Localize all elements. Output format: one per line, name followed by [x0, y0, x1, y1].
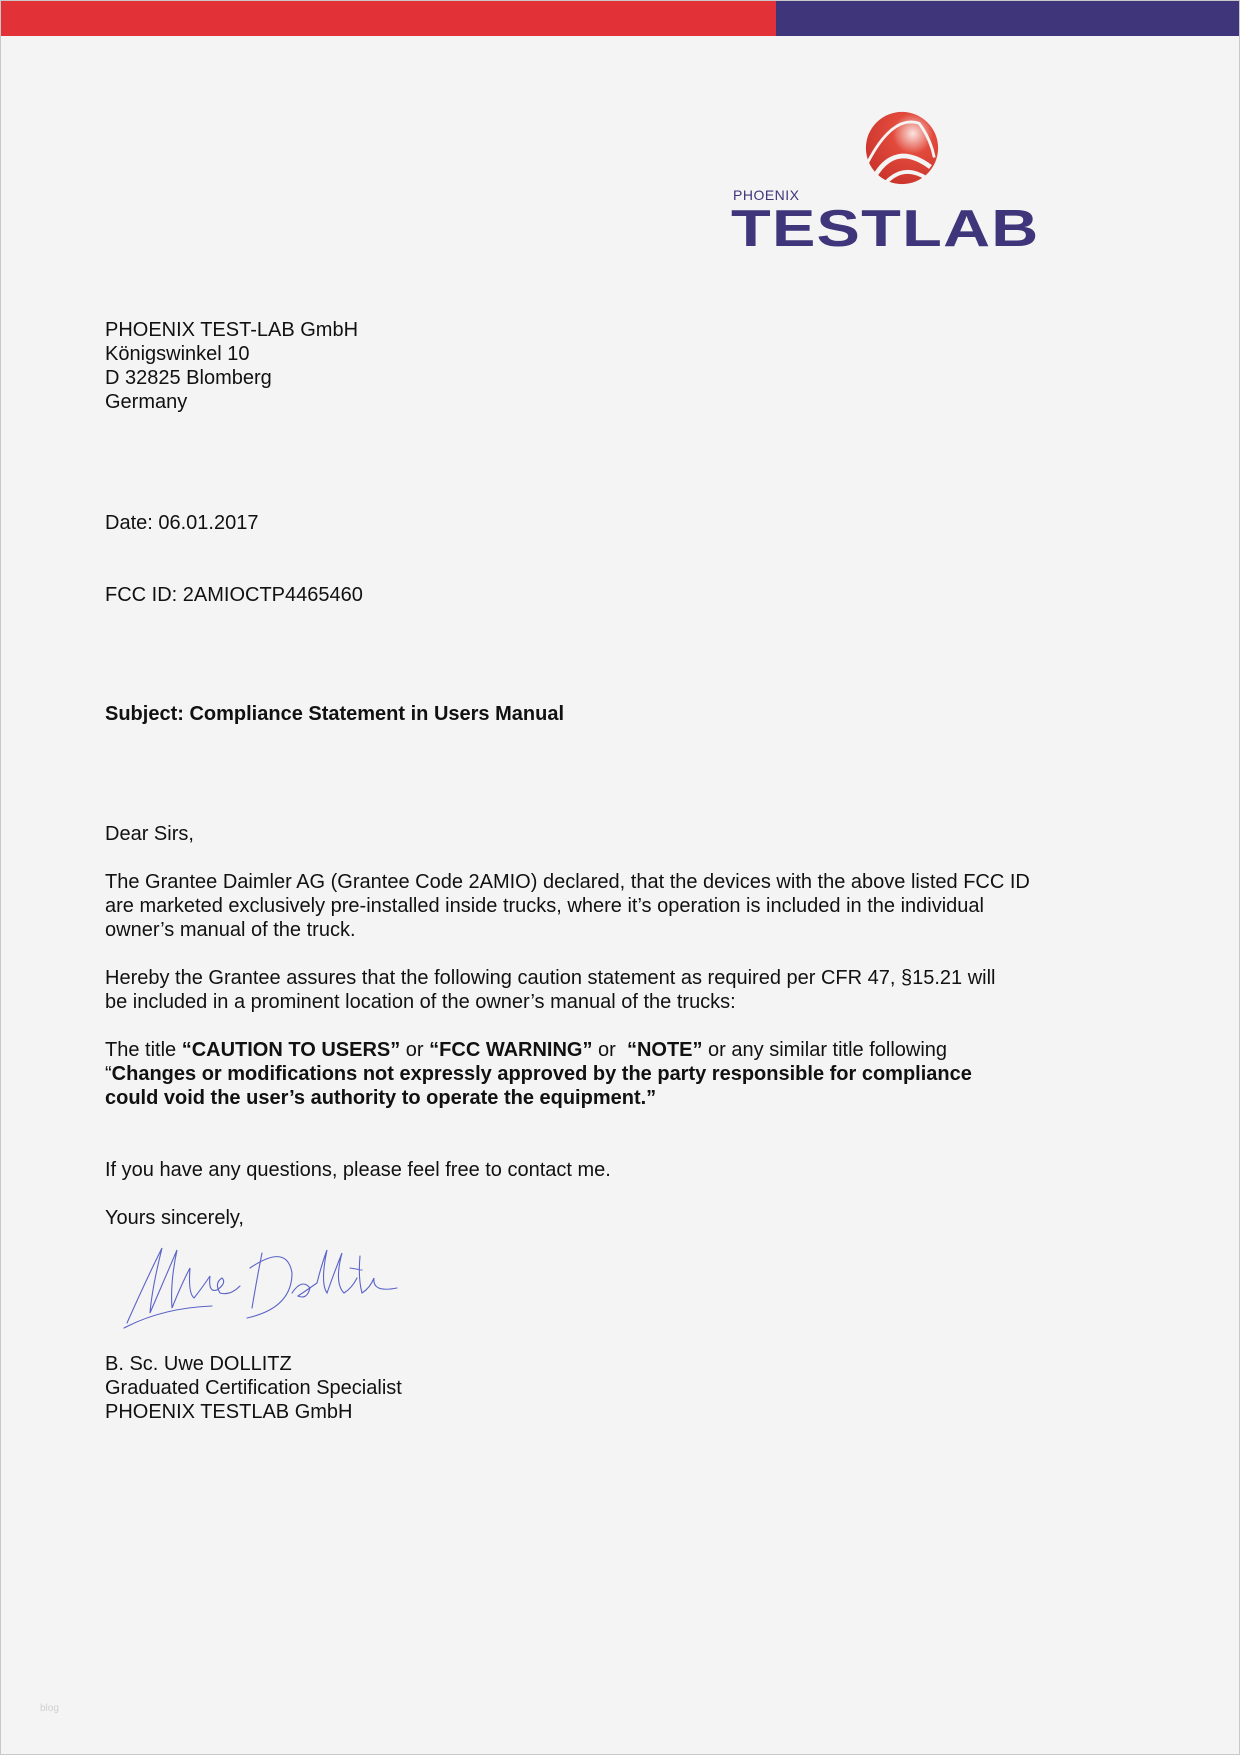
- address-line: D 32825 Blomberg: [105, 367, 272, 389]
- bold-title: “CAUTION TO USERS”: [181, 1039, 401, 1061]
- watermark-text: blog: [40, 1703, 59, 1714]
- paragraph-line: [105, 1038, 947, 1062]
- address-line: PHOENIX TEST-LAB GmbH: [105, 319, 359, 341]
- logo-sphere-icon: [862, 110, 942, 186]
- paragraph-line: The Grantee Daimler AG (Grantee Code 2AMIO) declared, that the devices with the above listed FCC ID: [105, 871, 1030, 893]
- text: or: [592, 1039, 627, 1061]
- phoenix-testlab-logo: [730, 108, 1060, 258]
- signatory-title: Graduated Certification Specialist: [105, 1377, 402, 1399]
- logo-phoenix-text: PHOENIX: [733, 187, 800, 203]
- letter-date: Date: 06.01.2017: [105, 512, 259, 534]
- signatory-company: PHOENIX TESTLAB GmbH: [105, 1401, 353, 1423]
- address-line: Germany: [105, 391, 188, 413]
- address-line: Königswinkel 10: [105, 343, 250, 365]
- text: The title: [105, 1039, 182, 1061]
- signatory-name: B. Sc. Uwe DOLLITZ: [105, 1353, 292, 1375]
- closing: Yours sincerely,: [105, 1207, 244, 1229]
- text: or: [400, 1039, 430, 1061]
- caution-text: could void the user’s authority to operate the equipment.”: [105, 1087, 657, 1109]
- caution-text: Changes or modifications not expressly approved by the party responsible for compliance: [111, 1063, 972, 1085]
- subject-line: Subject: Compliance Statement in Users Manual: [105, 703, 564, 725]
- fcc-id: FCC ID: 2AMIOCTP4465460: [105, 584, 363, 606]
- header-bar-blue: [776, 1, 1239, 36]
- bold-title: “NOTE”: [626, 1039, 703, 1061]
- quote-mark: “: [105, 1063, 112, 1085]
- text: or any similar title following: [702, 1039, 948, 1061]
- salutation: Dear Sirs,: [105, 823, 194, 845]
- paragraph-line: owner’s manual of the truck.: [105, 919, 356, 941]
- paragraph-line: be included in a prominent location of the owner’s manual of the trucks:: [105, 991, 736, 1013]
- header-bar-red: [1, 1, 776, 36]
- logo-testlab-text: TESTLAB: [731, 200, 1040, 258]
- questions-line: If you have any questions, please feel free to contact me.: [105, 1159, 611, 1181]
- handwritten-signature: [122, 1238, 407, 1330]
- paragraph-line: Hereby the Grantee assures that the following caution statement as required per CFR 47, §15.21 will: [105, 967, 996, 989]
- paragraph-line: [105, 1062, 972, 1086]
- bold-title: “FCC WARNING”: [429, 1039, 593, 1061]
- paragraph-line: are marketed exclusively pre-installed inside trucks, where it’s operation is included in the individual: [105, 895, 984, 917]
